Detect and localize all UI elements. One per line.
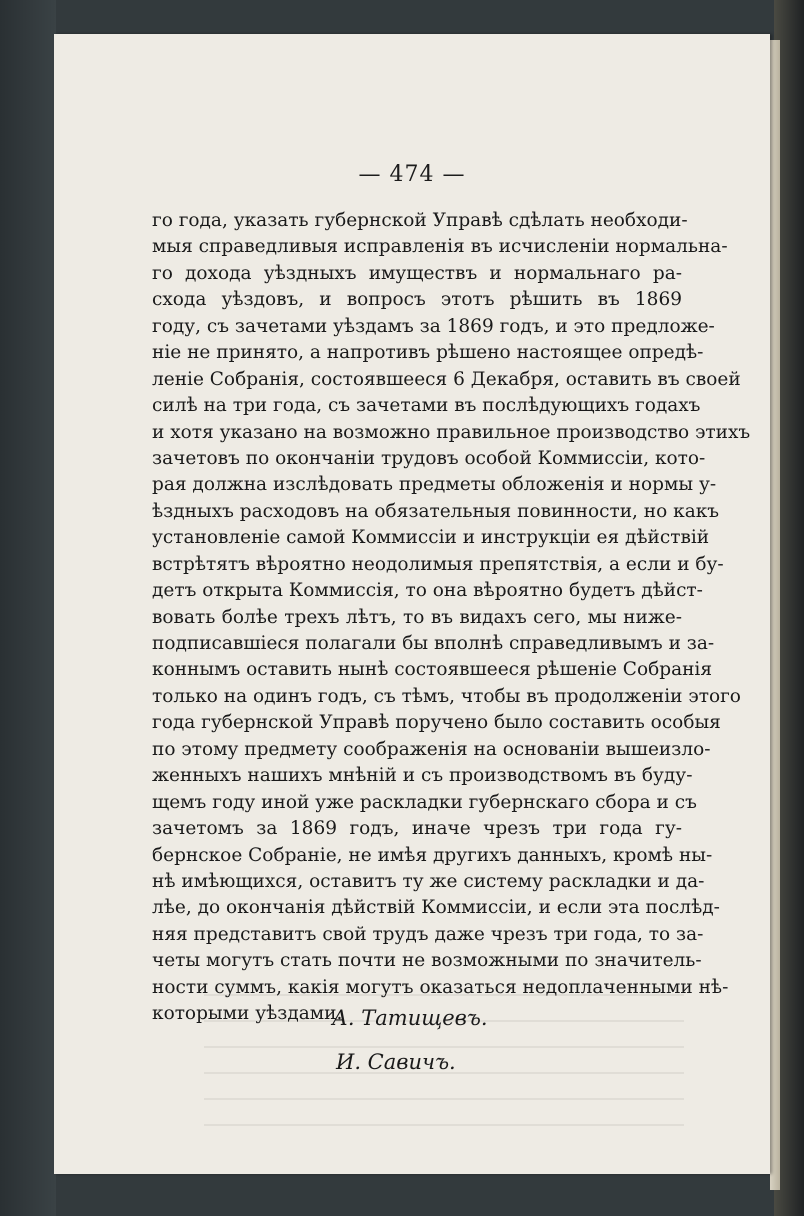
text-line: няя представитъ свой трудъ даже чрезъ три года, то за-	[152, 923, 704, 945]
text-line: силѣ на три года, съ зачетами въ послѣдующихъ годахъ	[152, 395, 701, 417]
text-line: четы могутъ стать почти не возможными по значитель-	[152, 950, 702, 972]
text-line: которыми уѣздами.	[152, 1003, 343, 1025]
text-line: детъ открыта Коммиссія, то она вѣроятно будетъ дѣйст-	[152, 580, 703, 602]
signature-savich: И. Савичъ.	[336, 1050, 456, 1074]
text-line: зачетомъ за 1869 годъ, иначе чрезъ три года гу-	[152, 818, 682, 840]
text-line: мыя справедливыя исправленія въ исчисленіи нормальна-	[152, 236, 728, 258]
text-line: го дохода уѣздныхъ имуществъ и нормальнаго ра-	[152, 262, 682, 284]
text-line: года губернской Управѣ поручено было составить особыя	[152, 712, 721, 734]
text-line: и хотя указано на возможно правильное производство этихъ	[152, 421, 751, 443]
text-line: вовать болѣе трехъ лѣтъ, то въ видахъ сего, мы ниже-	[152, 606, 682, 628]
text-line: схода уѣздовъ, и вопросъ этотъ рѣшить въ 1869	[152, 289, 682, 311]
text-line: ности суммъ, какія могутъ оказаться недоплаченными нѣ-	[152, 976, 729, 998]
text-line: го года, указать губернской Управѣ сдѣлать необходи-	[152, 210, 688, 231]
text-line: рая должна изслѣдовать предметы обложенія и нормы у-	[152, 474, 717, 496]
signature-tatishchev: А. Татищевъ.	[332, 1006, 488, 1030]
text-line: зачетовъ по окончаніи трудовъ особой Коммиссіи, кото-	[152, 447, 706, 469]
text-line: ніе не принято, а напротивъ рѣшено настоящее опредѣ-	[152, 342, 704, 364]
text-line: щемъ году иной уже раскладки губернскаго сбора и съ	[152, 791, 697, 813]
text-line: бернское Собраніе, не имѣя другихъ данныхъ, кромѣ ны-	[152, 844, 713, 866]
text-line: ѣздныхъ расходовъ на обязательныя повинности, но какъ	[152, 500, 720, 522]
next-page-edge	[770, 40, 780, 1190]
scan-backdrop-left	[0, 0, 56, 1216]
text-line: леніе Собранія, состоявшееся 6 Декабря, оставить въ своей	[152, 368, 741, 390]
text-line: установленіе самой Коммиссіи и инструкціи ея дѣйствій	[152, 527, 710, 549]
text-line: только на одинъ годъ, съ тѣмъ, чтобы въ продолженіи этого	[152, 685, 741, 707]
body-text	[152, 208, 751, 1028]
text-line: встрѣтятъ вѣроятно неодолимыя препятствія, а если и бу-	[152, 553, 724, 575]
text-line: году, съ зачетами уѣздамъ за 1869 годъ, и это предложе-	[152, 315, 715, 337]
text-line: женныхъ нашихъ мнѣній и съ производствомъ въ буду-	[152, 765, 693, 787]
text-line: нѣ имѣющихся, оставитъ ту же систему раскладки и да-	[152, 870, 705, 892]
text-line: подписавшіеся полагали бы вполнѣ справедливымъ и за-	[152, 633, 715, 654]
book-page	[54, 34, 770, 1174]
page-number: — 474 —	[358, 162, 466, 187]
text-line: по этому предмету соображенія на основаніи вышеизло-	[152, 738, 711, 760]
text-line: коннымъ оставить нынѣ состоявшееся рѣшеніе Собранія	[152, 659, 713, 681]
text-line: лѣе, до окончанія дѣйствій Коммиссіи, и если эта послѣд-	[152, 897, 720, 919]
